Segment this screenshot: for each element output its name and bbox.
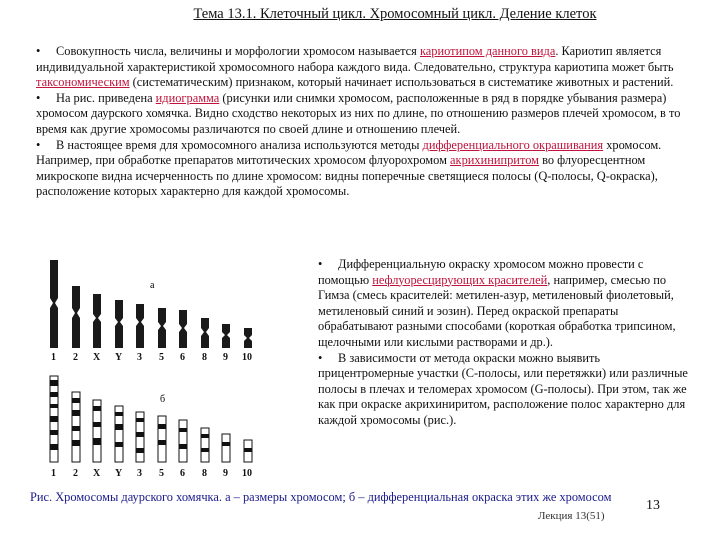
bullet: • [36, 44, 41, 58]
panel-a [50, 260, 252, 348]
numbers-row-a [51, 352, 252, 363]
lecture-label: Лекция 13(51) [538, 510, 605, 522]
number-label: 3 [137, 352, 142, 363]
chromosome-a-5 [158, 308, 166, 348]
bullet: • [36, 137, 41, 152]
number-label: 10 [242, 468, 252, 479]
label-a: а [150, 280, 155, 291]
chromosome-b-5 [158, 416, 166, 462]
term-taxonomic: таксономическим [36, 75, 130, 90]
chromosome-b-10 [244, 440, 252, 462]
chromosome-idiogram [30, 252, 312, 482]
panel-b [50, 376, 252, 462]
term-differential-staining: дифференциального окрашивания [422, 137, 604, 152]
paragraph-bands [318, 351, 690, 429]
paragraph-staining [36, 138, 688, 200]
chromosome-figure [30, 252, 312, 482]
text: . Кариотип является индивидуальной характеристикой хромосомного набора каждого вида. Следовательно, структура кариотипа может быть [36, 44, 674, 74]
number-label: Y [115, 468, 123, 479]
term-nonfluorescent-dyes: нефлуоресцирующих красителей [372, 272, 548, 287]
chromosome-a-y [115, 300, 123, 348]
slide-title: Тема 13.1. Клеточный цикл. Хромосомный цикл. Деление клеток [193, 6, 597, 22]
paragraph-idiogram [36, 91, 688, 138]
number-label: 3 [137, 468, 142, 479]
chromosome-b-6 [179, 420, 187, 462]
number-label: 6 [180, 352, 185, 363]
number-label: 5 [159, 468, 164, 479]
chromosome-a-10 [244, 328, 252, 348]
chromosome-b-3 [136, 412, 144, 462]
number-label: 2 [73, 352, 78, 363]
number-label: 6 [180, 468, 185, 479]
term-idiogram: идиограмма [155, 90, 220, 105]
text: хромосом. Например, при обработке препаратов митотических хромосом флуорохромом [36, 137, 662, 168]
chromosome-b-2 [72, 392, 80, 462]
paragraph-giemsa [318, 257, 690, 351]
page-number: 13 [646, 498, 660, 513]
text: (систематическим) признаком, который начинает использоваться в систематике животных и растений. [129, 75, 674, 90]
text: Дифференциальную окраску хромосом можно провести с помощью [318, 257, 644, 287]
chromosome-a-1 [50, 260, 58, 348]
chromosome-b-8 [201, 428, 209, 462]
right-text [318, 257, 690, 429]
chromosome-b-x [93, 400, 101, 462]
label-b: б [160, 394, 166, 405]
term-karyotype: кариотипом данного вида [419, 44, 556, 58]
term-acrichiniprit: акрихинипритом [450, 153, 539, 168]
number-label: 10 [242, 352, 252, 363]
number-label: 9 [223, 352, 228, 363]
chromosome-b-9 [222, 434, 230, 462]
chromosome-a-3 [136, 304, 144, 348]
text: (рисунки или снимки хромосом, расположенные в ряд в порядке убывания размера) хромосом даурского хомячка. Видно сходство некоторых из них по длине, по отношению размеров плечей хромосом, в то время как другие хромосомы различаются по своей длине и отношению плечей. [36, 90, 681, 136]
numbers-row-b [51, 468, 252, 479]
chromosome-a-x [93, 294, 101, 348]
number-label: 9 [223, 468, 228, 479]
number-label: 8 [202, 352, 207, 363]
chromosome-a-8 [201, 318, 209, 348]
chromosome-a-9 [222, 324, 230, 348]
number-label: 5 [159, 352, 164, 363]
paragraph-karyotype [36, 44, 688, 91]
text: На рис. приведена [56, 90, 156, 105]
chromosome-b-y [115, 406, 123, 462]
number-label: 1 [51, 352, 56, 363]
chromosome-a-6 [179, 310, 187, 348]
number-label: 2 [73, 468, 78, 479]
text: Совокупность числа, величины и морфологии хромосом называется [56, 44, 420, 58]
bullet: • [318, 350, 323, 365]
number-label: X [93, 468, 101, 479]
text: В настоящее время для хромосомного анализа используются методы [56, 137, 423, 152]
text: В зависимости от метода окраски можно выявить прицентромерные участки (С-полосы, или перетяжки) или различные полосы в плечах и теломерах хромосом (G-полосы). При этом, так же как при окраске акрихиниритом, расположение полос характерно для каждой хромосомы (рис.). [318, 350, 688, 427]
number-label: Y [115, 352, 123, 363]
bullet: • [36, 90, 41, 105]
figure-caption: Рис. Хромосомы даурского хомячка. а – размеры хромосом; б – дифференциальная окраска этих же хромосом [30, 490, 612, 504]
text: во флуоресцентном микроскопе видна исчерченность по длине хромосом: видны поперечные светящиеся полосы (Q-полосы, Q-окраска), расположение которых характерно для каждой хромосомы. [36, 153, 658, 199]
number-label: 1 [51, 468, 56, 479]
chromosome-b-1 [50, 376, 58, 462]
main-text [36, 44, 688, 200]
chromosome-a-2 [72, 286, 80, 348]
number-label: X [93, 352, 101, 363]
bullet: • [318, 257, 323, 271]
number-label: 8 [202, 468, 207, 479]
text: , например, смесью по Гимза (смесь красителей: метилен-азур, метиленовый фиолетовый, метиленовый синий и эозин). Перед окраской препараты обрабатывают разными способами (короткая обработка трипсином, щелочными или кислыми растворами и др.). [318, 272, 676, 349]
